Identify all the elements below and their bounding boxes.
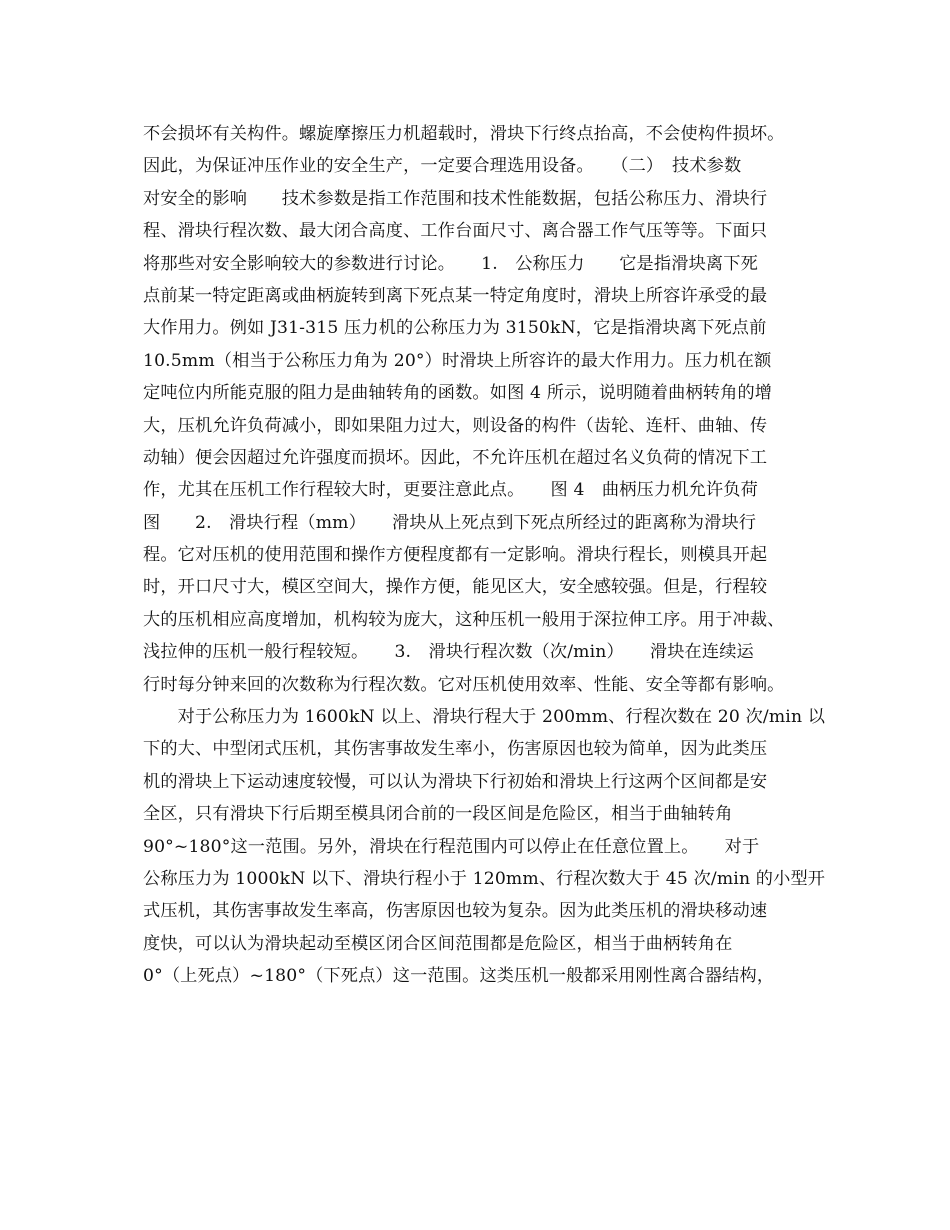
text-line: 作，尤其在压机工作行程较大时，更要注意此点。 图 4 曲柄压力机允许负荷 (143, 480, 758, 501)
text-line: 对安全的影响 技术参数是指工作范围和技术性能数据，包括公称压力、滑块行 (143, 188, 768, 209)
text-line: 式压机，其伤害事故发生率高，伤害原因也较为复杂。因为此类压机的滑块移动速 (143, 901, 768, 922)
text-line: 图 2. 滑块行程（mm） 滑块从上死点到下死点所经过的距离称为滑块行 (143, 512, 757, 533)
text-line: 程、滑块行程次数、最大闭合高度、工作台面尺寸、离合器工作气压等等。下面只 (143, 221, 768, 242)
text-line: 时，开口尺寸大，模区空间大，操作方便，能见区大，安全感较强。但是，行程较 (143, 577, 768, 598)
text-line: 动轴）便会因超过允许强度而损坏。因此，不允许压机在超过名义负荷的情况下工 (143, 447, 768, 468)
text-line: 定吨位内所能克服的阻力是曲轴转角的函数。如图 4 所示，说明随着曲柄转角的增 (143, 383, 773, 404)
text-line: 90°~180°这一范围。另外，滑块在行程范围内可以停止在任意位置上。 对于 (143, 836, 760, 857)
text-line: 大作用力。例如 J31-315 压力机的公称压力为 3150kN，它是指滑块离下死点前 (143, 318, 767, 339)
text-line: 大的压机相应高度增加，机构较为庞大，这种压机一般用于深拉伸工序。用于冲裁、 (143, 609, 785, 630)
text-line: 程。它对压机的使用范围和操作方便程度都有一定影响。滑块行程长，则模具开起 (143, 545, 768, 566)
text-line: 度快，可以认为滑块起动至模区闭合区间范围都是危险区，相当于曲柄转角在 (143, 933, 733, 954)
text-line: 不会损坏有关构件。螺旋摩擦压力机超载时，滑块下行终点抬高，不会使构件损坏。 (143, 124, 785, 144)
text-line: 公称压力为 1000kN 以下、滑块行程小于 120mm、行程次数大于 45 次/min 的小型开 (143, 868, 826, 889)
text-line: 机的滑块上下运动速度较慢，可以认为滑块下行初始和滑块上行这两个区间都是安 (143, 771, 768, 792)
text-line: 点前某一特定距离或曲柄旋转到离下死点某一特定角度时，滑块上所容许承受的最 (143, 285, 768, 306)
text-line: 0°（上死点）~180°（下死点）这一范围。这类压机一般都采用刚性离合器结构， (143, 966, 775, 987)
text-line: 10.5mm（相当于公称压力角为 20°）时滑块上所容许的最大作用力。压力机在额 (143, 350, 772, 371)
text-line: 将那些对安全影响较大的参数进行讨论。 1. 公称压力 它是指滑块离下死 (143, 253, 758, 274)
text-line: 因此，为保证冲压作业的安全生产，一定要合理选用设备。 （二） 技术参数 (143, 156, 742, 177)
text-line: 大，压机允许负荷减小，即如果阻力过大，则设备的构件（齿轮、连杆、曲轴、传 (143, 415, 768, 436)
text-line: 下的大、中型闭式压机，其伤害事故发生率小，伤害原因也较为简单，因为此类压 (143, 739, 768, 760)
text-line: 浅拉伸的压机一般行程较短。 3. 滑块行程次数（次/min） 滑块在连续运 (143, 642, 754, 663)
text-line: 全区，只有滑块下行后期至模具闭合前的一段区间是危险区，相当于曲轴转角 (143, 804, 733, 825)
text-line: 行时每分钟来回的次数称为行程次数。它对压机使用效率、性能、安全等都有影响。 (143, 674, 785, 695)
text-line: 对于公称压力为 1600kN 以上、滑块行程大于 200mm、行程次数在 20 次/min 以 (143, 707, 826, 728)
body-text (143, 118, 826, 993)
